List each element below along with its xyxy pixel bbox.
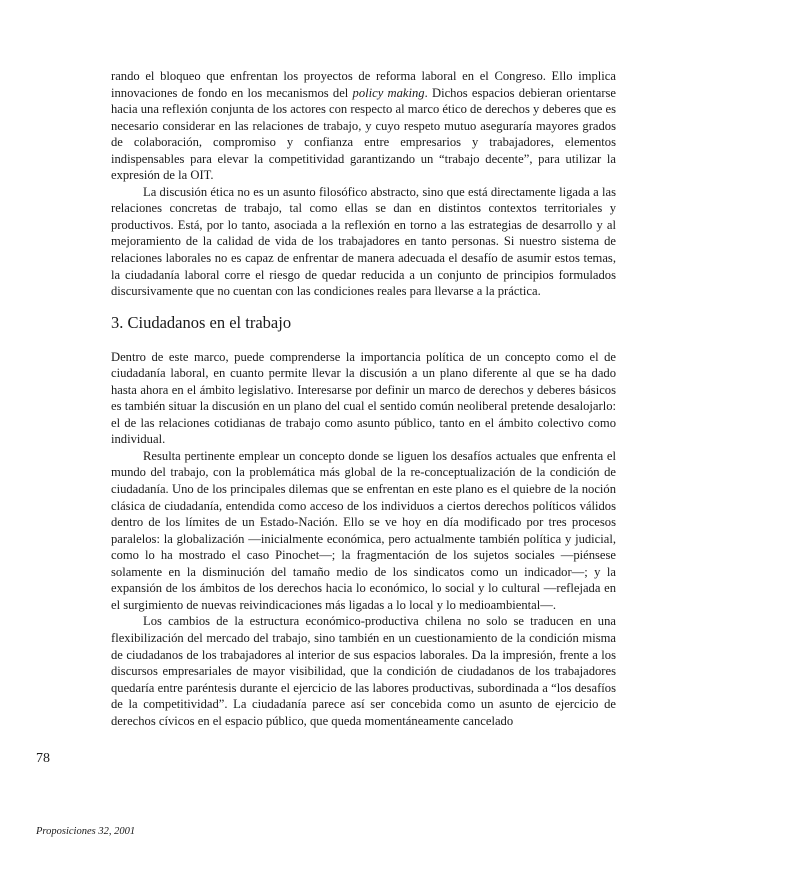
policy-making-term: policy making xyxy=(352,85,425,100)
article-body xyxy=(111,68,616,729)
paragraph-4: Resulta pertinente emplear un concepto donde se liguen los desafíos actuales que enfrenta el mundo del trabajo, con la problemática más global de la re-conceptualización de la condición de ciudadanía. Uno de los principales dilemas que se enfrentan en este plano es el quiebre de la noción clásica de ciudadanía, entendida como acceso de los individuos a ciertos derechos políticos válidos dentro de los límites de un Estado-Nación. Ello se ve hoy en día modificado por tres procesos paralelos: la globalización —inicialmente económica, pero actualmente también política y judicial, como lo ha mostrado el caso Pinochet—; la fragmentación de los sujetos sociales —piénsese solamente en la disminución del tamaño medio de los sindicatos como un indicador—; y la expansión de los ámbitos de los derechos hacia lo económico, lo social y lo cultural —reflejada en el surgimiento de nuevas reivindicaciones más ligadas a lo local y lo medioambiental—. xyxy=(111,448,616,612)
page-number: 78 xyxy=(36,751,50,766)
section-heading: 3. Ciudadanos en el trabajo xyxy=(111,312,292,332)
paragraph-3: Dentro de este marco, puede comprenderse la importancia política de un concepto como el de ciudadanía laboral, en cuanto permite llevar la discusión a un plano diferente al que se ha dado hasta ahora en el ámbito legislativo. Interesarse por definir un marco de derechos y deberes básicos es también situar la discusión en un plano del cual el sentido común neoliberal pretende desalojarlo: el de las relaciones cotidianas de trabajo como asunto público, tanto en el ámbito colectivo como individual. xyxy=(111,349,616,447)
paragraph-5: Los cambios de la estructura económico-productiva chilena no solo se traducen en una flexibilización del mercado del trabajo, sino también en un cuestionamiento de la condición misma de ciudadanos de los trabajadores al interior de sus espacios laborales. Da la impresión, frente a los discursos empresariales de mayor visibilidad, que la condición de ciudadanos de los trabajadores quedaría entre paréntesis durante el ejercicio de las labores productivas, subordinada a “los desafíos de la competitividad”. La ciudadanía parece así ser concebida como un asunto de ejercicio de derechos cívicos en el espacio público, que queda momentáneamente cancelado xyxy=(111,614,616,728)
paragraph-1 xyxy=(111,68,616,184)
paragraph-1-part-b: . Dichos espacios debieran orientarse hacia una reflexión conjunta de los actores con respecto al marco ético de derechos y deberes que es necesario considerar en las relaciones de trabajo, y cuyo respeto mutuo aseguraría mayores grados de colaboración, compromiso y confianza entre empresarios y trabajadores, elementos indispensables para elevar la competitividad garantizando un “trabajo decente”, para utilizar la expresión de la OIT. xyxy=(111,85,617,183)
paragraph-1-part-a: rando el bloqueo que enfrentan los proyectos de reforma laboral en el Congreso. Ello implica innovaciones de fondo en los mecanismos del xyxy=(111,69,616,100)
journal-footer: Proposiciones 32, 2001 xyxy=(36,826,136,837)
paragraph-2: La discusión ética no es un asunto filosófico abstracto, sino que está directamente ligada a las relaciones concretas de trabajo, tal como ellas se dan en distintos contextos territoriales y productivos. Está, por lo tanto, asociada a la reflexión en torno a las estrategias de desarrollo y al mejoramiento de la calidad de vida de los trabajadores en tanto personas. Si nuestro sistema de relaciones laborales no es capaz de enfrentar de manera adecuada el desafío de asumir estos temas, la ciudadanía laboral corre el riesgo de quedar reducida a un conjunto de principios formulados discursivamente que no cuentan con las condiciones reales para llevarse a la práctica. xyxy=(111,184,616,299)
